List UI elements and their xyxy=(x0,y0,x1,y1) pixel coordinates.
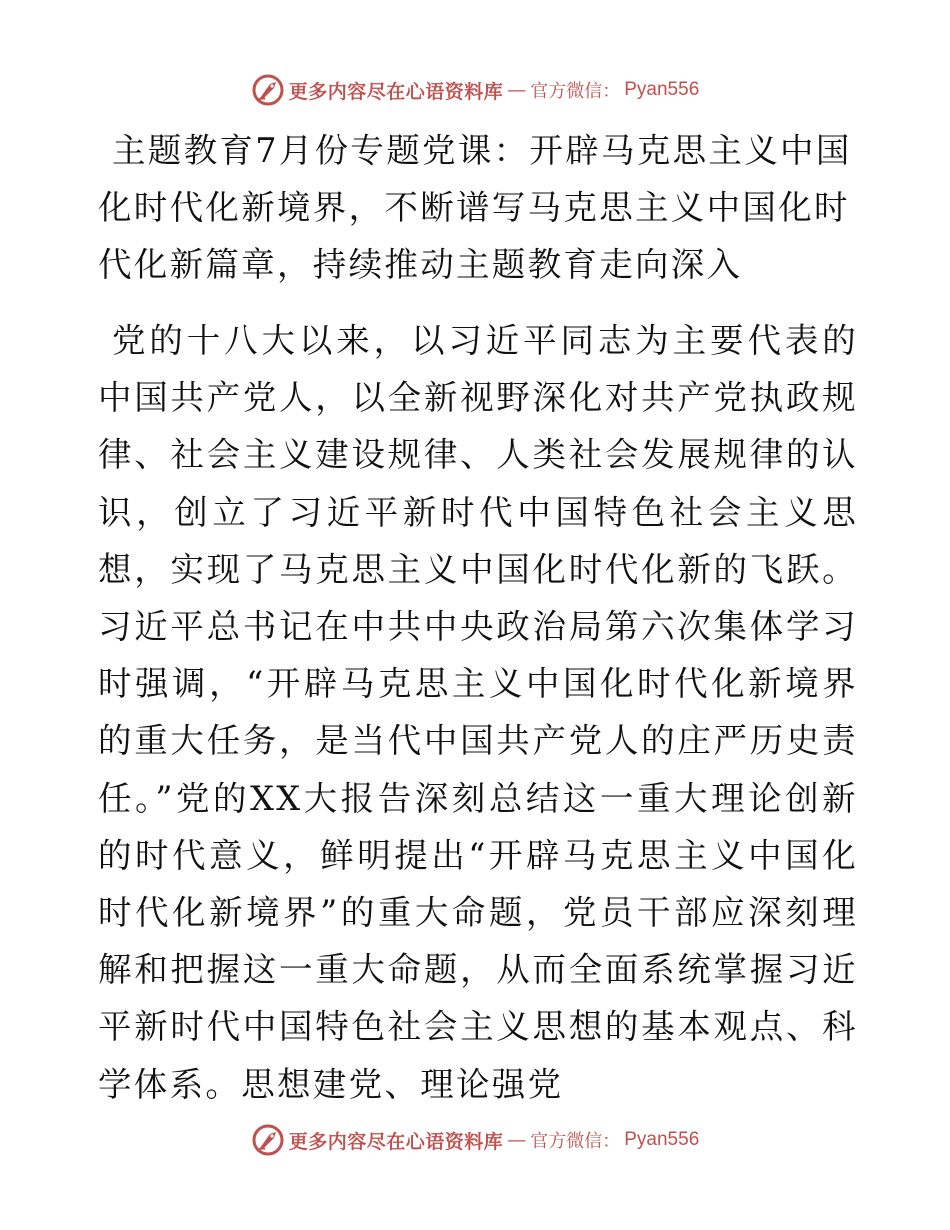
banner-dash: — xyxy=(507,1129,527,1151)
banner-wechat-id: Pyan556 xyxy=(624,79,700,100)
banner-site-text: 更多内容尽在心语资料库 xyxy=(288,80,504,103)
header-banner xyxy=(0,70,950,110)
footer-banner-content xyxy=(251,1123,700,1157)
banner-wechat-id: Pyan556 xyxy=(624,1129,700,1150)
banner-site-text: 更多内容尽在心语资料库 xyxy=(288,1130,504,1153)
footer-banner xyxy=(0,1120,950,1160)
banner-wechat-label: 官方微信： xyxy=(530,1131,621,1152)
body-paragraph: 党的十八大以来，以习近平同志为主要代表的中国共产党人，以全新视野深化对共产党执政规律、社会主义建设规律、人类社会发展规律的认识，创立了习近平新时代中国特色社会主义思想，实现了马克思主义中国化时代化新的飞跃。习近平总书记在中共中央政治局第六次集体学习时强调，“开辟马克思主义中国化时代化新境界的重大任务，是当代中国共产党人的庄严历史责任。”党的XX大报告深刻总结这一重大理论创新的时代意义，鲜明提出“开辟马克思主义中国化时代化新境界”的重大命题，党员干部应深刻理解和把握这一重大命题，从而全面系统掌握习近平新时代中国特色社会主义思想的基本观点、科学体系。思想建党、理论强党 xyxy=(98,321,858,1104)
document-title: 主题教育7月份专题党课：开辟马克思主义中国化时代化新境界，不断谱写马克思主义中国化时代化新篇章，持续推动主题教育走向深入 xyxy=(98,131,852,284)
header-banner-content xyxy=(251,73,700,107)
banner-dash: — xyxy=(507,79,527,101)
pen-nib-logo-icon xyxy=(251,1123,285,1157)
banner-wechat-label: 官方微信： xyxy=(530,81,621,102)
pen-nib-logo-icon xyxy=(251,73,285,107)
